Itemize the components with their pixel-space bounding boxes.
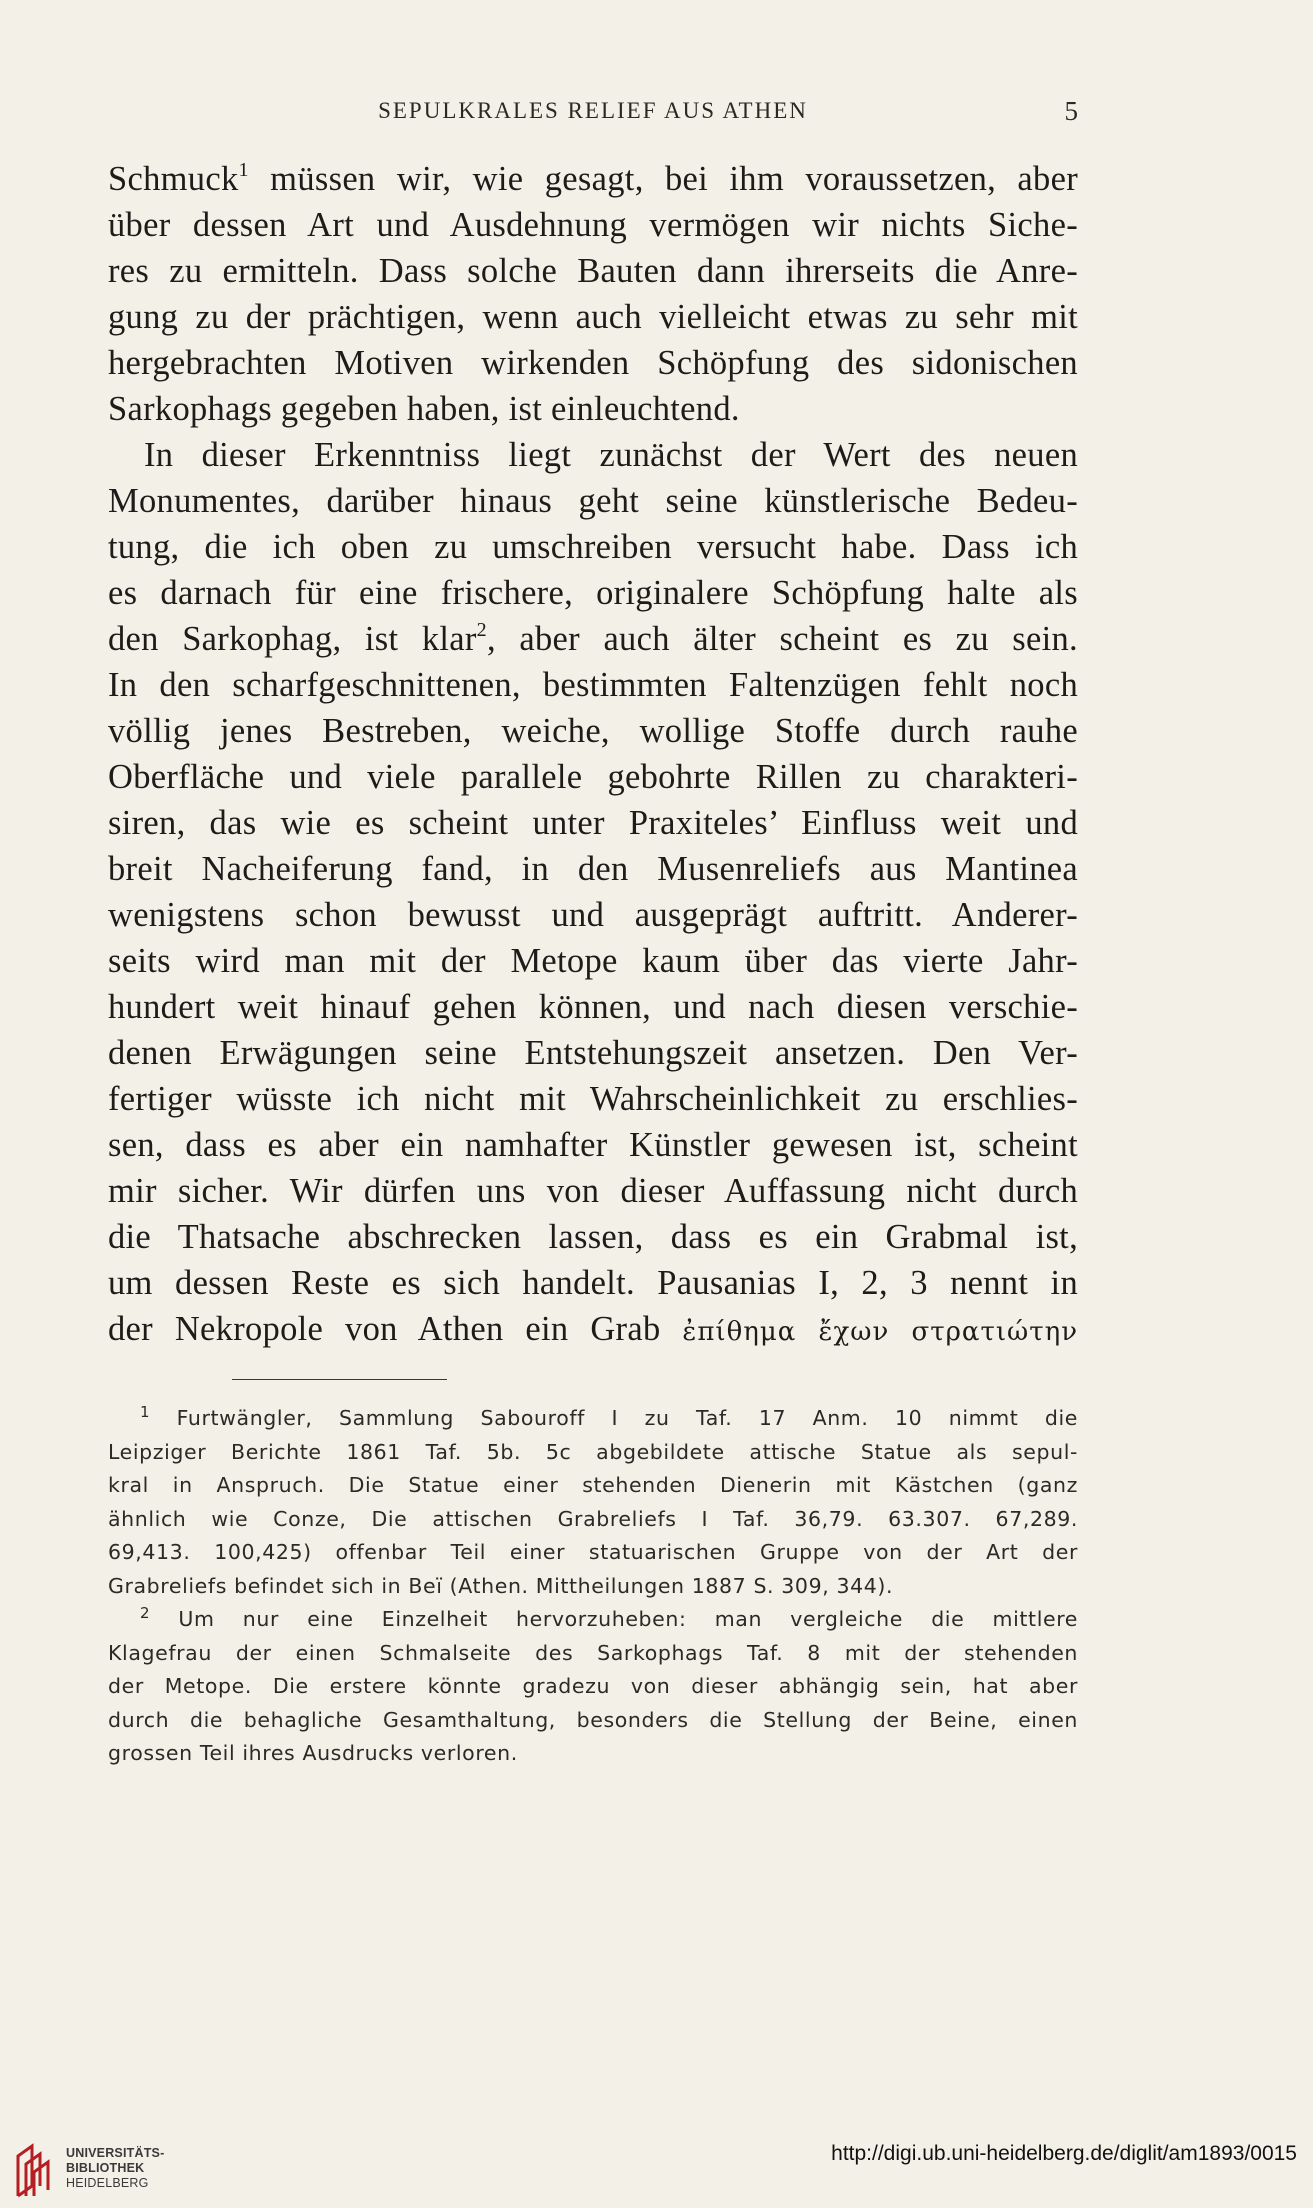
source-url[interactable]: http://digi.ub.uni-heidelberg.de/diglit/am1893/0015 [831,2142,1297,2165]
body-line: die Thatsache abschrecken lassen, dass es ein Grabmal ist, [108,1218,1078,1256]
footnote-ref[interactable]: 1 [238,159,249,181]
body-line: über dessen Art und Ausdehnung vermögen wir nichts Siche- [108,206,1078,244]
body-line: res zu ermitteln. Dass solche Bauten dann ihrerseits die Anre- [108,252,1078,290]
body-line: es darnach für eine frischere, originalere Schöpfung halte als [108,574,1078,612]
footer [0,2142,1313,2208]
body-line: denen Erwägungen seine Entstehungszeit ansetzen. Den Ver- [108,1034,1078,1072]
footnote-line: grossen Teil ihres Ausdrucks verloren. [108,1741,518,1765]
body-line: In den scharfgeschnittenen, bestimmten Faltenzügen fehlt noch [108,666,1078,704]
body-line: um dessen Reste es sich handelt. Pausanias I, 2, 3 nennt in [108,1264,1078,1302]
footnote-marker: 1 [140,1403,151,1421]
body-line: der Nekropole von Athen ein Grab ἐπίθημα ἔχων στρατιώτην [108,1310,1079,1348]
body-text [108,156,1078,1352]
footnote-divider [232,1379,447,1380]
footnote-line: $^2$ Um nur eine Einzelheit hervorzuheben: man vergleiche die mittlere [140,1604,1078,1631]
body-line: hergebrachten Motiven wirkenden Schöpfung des sidonischen [108,344,1078,382]
body-line: mir sicher. Wir dürfen uns von dieser Auffassung nicht durch [108,1172,1078,1210]
body-line: breit Nacheiferung fand, in den Musenreliefs aus Mantinea [108,850,1078,888]
footnote-ref[interactable]: 2 [476,619,487,641]
institution-name: UNIVERSITÄTS- BIBLIOTHEK HEIDELBERG [66,2146,165,2190]
footnote-line: Klagefrau der einen Schmalseite des Sarkophags Taf. 8 mit der stehenden [108,1640,1078,1665]
body-line: hundert weit hinauf gehen können, und nach diesen verschie- [108,988,1078,1026]
body-line: Schmuck$^1$ müssen wir, wie gesagt, bei ihm voraussetzen, aber [108,159,1078,198]
body-line: fertiger wüsste ich nicht mit Wahrscheinlichkeit zu erschlies- [108,1080,1078,1118]
body-line: Monumentes, darüber hinaus geht seine künstlerische Bedeu- [108,482,1078,520]
body-line: sen, dass es aber ein namhafter Künstler gewesen ist, scheint [108,1126,1078,1164]
footnote-line: der Metope. Die erstere könnte gradezu von dieser abhängig sein, hat aber [108,1674,1078,1698]
footnote-line: $^1$ Furtwängler, Sammlung Sabouroff I zu Taf. 17 Anm. 10 nimmt die [140,1403,1078,1430]
body-line: seits wird man mit der Metope kaum über das vierte Jahr- [108,942,1078,980]
library-logo-icon [14,2142,58,2198]
body-line: den Sarkophag, ist klar$^2$, aber auch älter scheint es zu sein. [108,619,1078,658]
footnote-line: durch die behagliche Gesamthaltung, besonders die Stellung der Beine, einen [108,1707,1078,1732]
body-line: völlig jenes Bestreben, weiche, wollige Stoffe durch rauhe [108,712,1078,750]
footnote-line: 69,413. 100,425) offenbar Teil einer statuarischen Gruppe von der Art der [108,1540,1078,1564]
body-line: Oberfläche und viele parallele gebohrte Rillen zu charakteri- [108,758,1078,796]
footnote-line: Leipziger Berichte 1861 Taf. 5b. 5c abgebildete attische Statue als sepul- [108,1439,1078,1464]
body-line: gung zu der prächtigen, wenn auch vielleicht etwas zu sehr mit [108,298,1078,336]
body-line: siren, das wie es scheint unter Praxiteles’ Einfluss weit und [108,804,1078,842]
footnote-line: kral in Anspruch. Die Statue einer stehenden Dienerin mit Kästchen (ganz [108,1473,1078,1497]
footnotes [108,1402,1078,1771]
body-line: wenigstens schon bewusst und ausgeprägt auftritt. Anderer- [108,896,1078,934]
running-head [108,98,1078,134]
page-number: 5 [1064,96,1078,126]
running-title: SEPULKRALES RELIEF AUS ATHEN [378,98,808,123]
body-line: tung, die ich oben zu umschreiben versucht habe. Dass ich [108,528,1078,566]
footnote-line: ähnlich wie Conze, Die attischen Grabreliefs I Taf. 36,79. 63.307. 67,289. [108,1506,1078,1531]
footnote-marker: 2 [140,1604,151,1622]
body-line: In dieser Erkenntniss liegt zunächst der Wert des neuen [144,436,1078,474]
footnote-line: Grabreliefs befindet sich in Beï (Athen. Mittheilungen 1887 S. 309, 344). [108,1573,894,1598]
greek-quotation: ἐπίθημα ἔχων στρατιώτην [682,1317,1079,1347]
body-line: Sarkophags gegeben haben, ist einleuchtend. [108,390,740,428]
